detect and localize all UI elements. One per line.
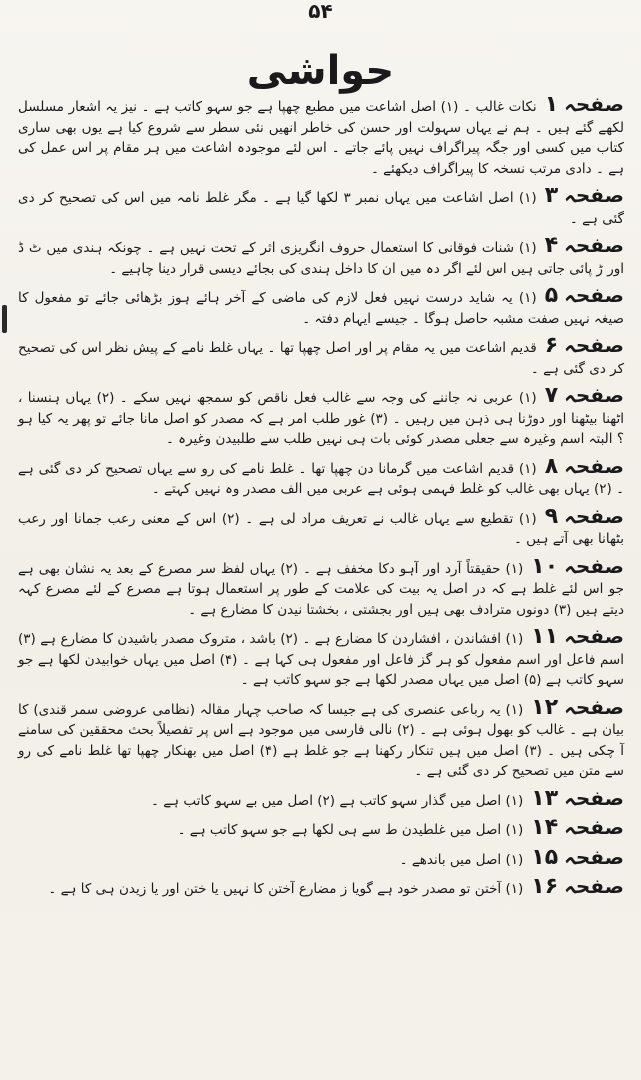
note-text: (۱) آختن تو مصدر خود ہے گویا ز مضارع آختن کا نہیں یا ختن اور یا زیدن ہی کا ہے ۔ [48,881,524,897]
note-label: صفحہ [564,283,624,307]
note-label: صفحہ [564,874,624,898]
note-label: صفحہ [564,694,624,719]
note-item [18,385,624,450]
note-number: ۱۱ [531,624,559,649]
note-label: صفحہ [564,183,624,207]
note-number: ۱ [544,92,559,117]
note-text: (۱) یہ رباعی عنصری کی ہے جیسا کہ صاحب چہار مقالہ (نظامی عروضی سمر قندی) کا بیان ہے ۔ غالب کو بھول ہوئی ہے ۔ (۲) نالی فارسی میں موجود ہے اس پر تفصیلاً بحث محققین کی سامنے آ چکی ہیں ۔ (۳) اصل میں ہیں تنکار رکھنا ہے جو غلط ہے (۴) اصل میں بھنکار چھپا تھا غلط نامے کی رو سے متن میں تصحیح کر دی گئی ہے ۔ [18,701,625,779]
page-number: ۵۴ [308,0,333,23]
note-item [18,844,624,871]
note-label: صفحہ [564,624,624,648]
note-item [18,785,624,812]
note-text: (۱) عربی نہ جاننے کی وجہ سے غالب فعل ناقص کو سمجھ نہیں سکے ۔ (۲) یہاں ہنسنا ، اٹھنا بیٹھنا اور دوڑنا ہی ذہن میں رہیں ۔ (۳) غور طلب امر ہے کہ مصدر کو اصل مانا جائے تو پھر یہ کیا ہو ؟ البتہ اسم وغیرہ سے جعلی مصدر کوئی بات ہی نہیں طلب سے طلبیدن وغیرہ ۔ [18,390,624,447]
note-label: صفحہ [564,383,624,407]
note-item [18,553,624,621]
note-text: (۱) اصل میں غلطیدن ط سے ہی لکھا ہے جو سہو کاتب ہے ۔ [177,822,524,838]
note-text: (۱) حقیقتاً آرد اور آہو دکا مخفف ہے ۔ (۲) یہاں لفظ سر مصرع کے بعد یہ نشان بھی ہے جو اس لئے غلط ہے کہ در اصل یہ بیت کی علامت کے طور پر استعمال ہوتا ہے مصرع کے لئے مصرع کہہ دیتے ہیں (۳) دونوں مترادف بھی ہیں اور بجشتی ، بخشتا نیدن کا مضارع ہے ۔ [18,560,624,618]
note-text: (۱) اصل اشاعت میں یہاں نمبر ۳ لکھا گیا ہے ۔ مگر غلط نامہ میں اس کی تصحیح کر دی گئی ہے ۔ [18,190,624,227]
note-number: ۸ [544,453,559,479]
note-text: (۱) یہ شاید درست نہیں فعل لازم کی ماضی کے آخر ہائے ہوز بڑھائی جائے تو مفعول کا صیغہ نہیں صفت مشبہ حاصل ہوگا ۔ جیسے ایہام دفتہ ۔ [18,290,624,327]
note-label: صفحہ [564,92,624,116]
note-text: (۱) تقطیع سے یہاں غالب نے تعریف مراد لی ہے ۔ (۲) اس کے معنی رعب جمانا اور رعب بٹھانا بھی آتے ہیں ۔ [18,510,624,547]
note-text: قدیم اشاعت میں یہ مقام پر اور اصل چھپا تھا ۔ یہاں غلط نامے کے پیش نظر اس کی تصحیح کر دی گئی ہے ۔ [18,340,624,377]
note-label: صفحہ [564,785,624,810]
note-item [18,626,624,691]
note-text: نکات غالب ۔ (۱) اصل اشاعت میں مطبع چھپا ہے جو سہو کاتب ہے ۔ نیز یہ اشعار مسلسل لکھے گئے ہیں ۔ ہم نے یہاں سہولت اور حسن کی خاطر انھیں نئی سطر سے شروع کیا ہے یوں بھی ساری کتاب میں کسی اور جگہ پیراگراف نہیں پائے جاتے ۔ اس لئے موجودہ اشاعت میں ہر مقام پر اس عمل کی ہے ۔ دادی مرتب نسخہ کا پیراگراف دیکھئے ۔ [18,99,624,177]
note-number: ۹ [544,503,559,529]
note-item [18,235,624,279]
note-number: ۱۵ [531,844,559,870]
note-number: ۱۲ [531,694,559,720]
note-item [18,453,624,500]
note-item [18,503,624,550]
note-text: (۱) اصل میں گذار سہو کاتب ہے (۲) اصل میں بے سہو کاتب ہے ۔ [151,792,524,809]
note-item [18,285,624,329]
note-number: ۱۶ [531,874,559,899]
notes-list [18,94,624,906]
note-label: صفحہ [564,453,624,478]
note-text: (۱) اصل میں باندھے ۔ [399,851,524,868]
note-item [18,94,624,179]
note-number: ۴ [544,233,559,258]
note-item [18,817,624,841]
note-text: (۱) شنات فوقانی کا استعمال حروف انگریزی اثر کے تحت نہیں ہے ۔ چونکہ ہندی میں ٹ ڈ اور ڑ پائی جاتی ہیں اس لئے اگر دہ میں ان کا داخل ہندی کی بجائے دیسی قرار دینا چاہیے ۔ [18,240,624,277]
note-number: ۱۴ [531,815,559,840]
margin-mark [2,305,7,333]
note-number: ۵ [544,283,559,308]
note-number: ۱۳ [531,785,559,811]
note-number: ۱۰ [531,553,559,579]
note-text: (۱) قدیم اشاعت میں گرمانا دن چھپا تھا ۔ غلط نامے کی رو سے یہاں تصحیح کر دی گئی ہے ۔ (۲) یہاں بھی غالب کو غلط فہمی ہوئی ہے عربی میں الف مصدر وہ نہیں کہتے ۔ [18,460,624,497]
note-item [18,185,624,229]
note-item [18,876,624,900]
note-item [18,335,624,379]
note-label: صفحہ [564,333,624,357]
note-text: (۱) افشاندن ، افشاردن کا مضارع ہے ۔ (۲) باشد ، متروک مصدر باشیدن کا مضارع ہے (۳) اسم فاعل اور اسم مفعول کو ہر گز فاعل اور مفعول ہی کہا ہے ۔ (۴) اصل میں یہاں خوابیدن لکھا ہے جو سہو کاتب ہے (۵) اصل میں یہاں مصدر لکھا ہے جو سہو کاتب ہے ۔ [18,631,624,688]
note-number: ۶ [544,333,559,358]
note-item [18,694,625,782]
note-number: ۳ [544,183,559,208]
note-label: صفحہ [564,233,624,257]
note-number: ۷ [544,383,559,408]
note-label: صفحہ [564,553,624,578]
page-title: حواشی [246,48,395,94]
note-label: صفحہ [564,503,624,528]
note-label: صفحہ [564,844,624,869]
note-label: صفحہ [564,815,624,839]
